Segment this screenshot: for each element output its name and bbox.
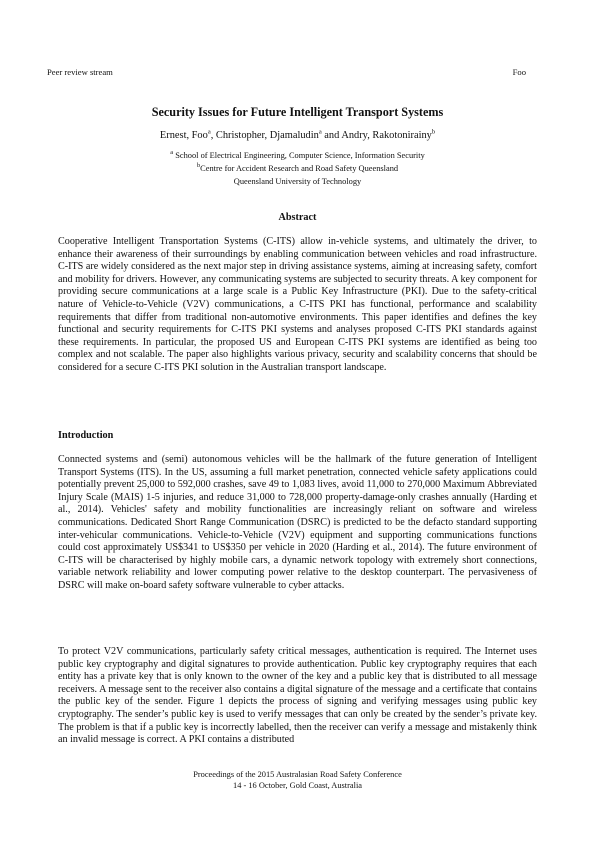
- affiliation-line: Queensland University of Technology: [233, 177, 362, 186]
- running-header-right: Foo: [512, 67, 526, 77]
- affiliation-text: School of Electrical Engineering, Computer Science, Information Security: [173, 151, 425, 160]
- footer-dates: 14 - 16 October, Gold Coast, Australia: [233, 781, 362, 790]
- affiliation-line: [0, 151, 595, 160]
- introduction-paragraph-1: Connected systems and (semi) autonomous vehicles will be the hallmark of the future generation of Intelligent Transport Systems (ITS). In the US, assuming a full market penetration, connected vehicle safety applications could potentially prevent 25,000 to 592,000 crashes, save 49 to 1,083 lives, avoid 11,000 to 270,000 Maximum Abbreviated Injury Scale (MAIS) 1-5 injuries, and reduce 31,000 to 728,000 property-damage-only crashes annually (Harding et al., 2014). Vehicles' safety and mobility functionalities are increasingly reliant on software and wireless communications. Dedicated Short Range Communication (DSRC) is predicted to be the defacto standard supporting inter-vehicular communications. Vehicle-to-Vehicle (V2V) equipment and supporting communications functions could cost approximately US$341 to US$350 per vehicle in 2020 (Harding et al., 2014). The future environment of C-ITS will be characterised by highly mobile cars, a dynamic network topology with extremely short connections, variable network reliability and lower computing power relative to the desktop counterpart. The pervasiveness of DSRC will make on-board safety software vulnerable to cyber attacks.: [58, 454, 537, 591]
- affiliation-text: Centre for Accident Research and Road Safety Queensland: [200, 164, 399, 173]
- footer-proceedings: Proceedings of the 2015 Australasian Road Safety Conference: [193, 770, 402, 779]
- author-name: , Christopher, Djamaludin: [210, 130, 319, 141]
- affiliation-marker: a: [318, 128, 322, 136]
- author-name: Ernest, Foo: [159, 130, 208, 141]
- abstract-heading: Abstract: [278, 212, 317, 223]
- author-list: [0, 130, 595, 141]
- affiliation-marker: b: [431, 128, 436, 136]
- introduction-paragraph-2: To protect V2V communications, particularly safety critical messages, authentication is required. The Internet uses public key cryptography and digital signatures to provide authentication. Public key cryptography requires that each entity has a private key that is only known to the owner of the key and a public key that is distributed to all message receivers. A message sent to the receiver also contains a digital signature of the message and a certificate that contains the public key of the sender. Figure 1 depicts the process of signing and verifying messages using public key cryptography. The sender’s public key is used to verify messages that can only be created by the sender’s private key. The problem is that if a public key is incorrectly labelled, then the receiver can verify a message and mistakenly think an invalid message is correct. A PKI contains a distributed: [58, 646, 537, 746]
- affiliation-marker: a: [207, 128, 211, 136]
- running-header-left: Peer review stream: [47, 67, 113, 77]
- paper-title: Security Issues for Future Intelligent Transport Systems: [151, 105, 444, 119]
- author-name: and Andry, Rakotonirainy: [321, 130, 432, 141]
- affiliation-line: [0, 164, 595, 173]
- affiliation-marker: a: [170, 149, 174, 157]
- introduction-heading: Introduction: [58, 430, 114, 441]
- abstract-paragraph: Cooperative Intelligent Transportation Systems (C-ITS) allow in-vehicle systems, and ultimately the driver, to enhance their awareness of their surroundings by enabling communication between vehicles and road infrastructure. C-ITS are widely considered as the next major step in driving assistance systems, aiming at increasing safety, comfort and mobility for drivers. However, any communicating systems are subjected to security threats. A key component for providing secure communications at a large scale is a Public Key Infrastructure (PKI). Due to the safety-critical nature of Vehicle-to-Vehicle (V2V) communications, a C-ITS PKI has functional, performance and scalability requirements that differ from traditional non-automotive environments. This paper identifies and defines the key functional and security requirements for C-ITS PKI systems and analyses proposed C-ITS PKI standards against these requirements. In particular, the proposed US and European C-ITS PKI systems are identified as being too complex and not scalable. The paper also highlights various privacy, security and scalability concerns that should be considered for a secure C-ITS PKI solution in the Australian transport landscape.: [58, 236, 537, 373]
- affiliation-marker: b: [196, 162, 201, 170]
